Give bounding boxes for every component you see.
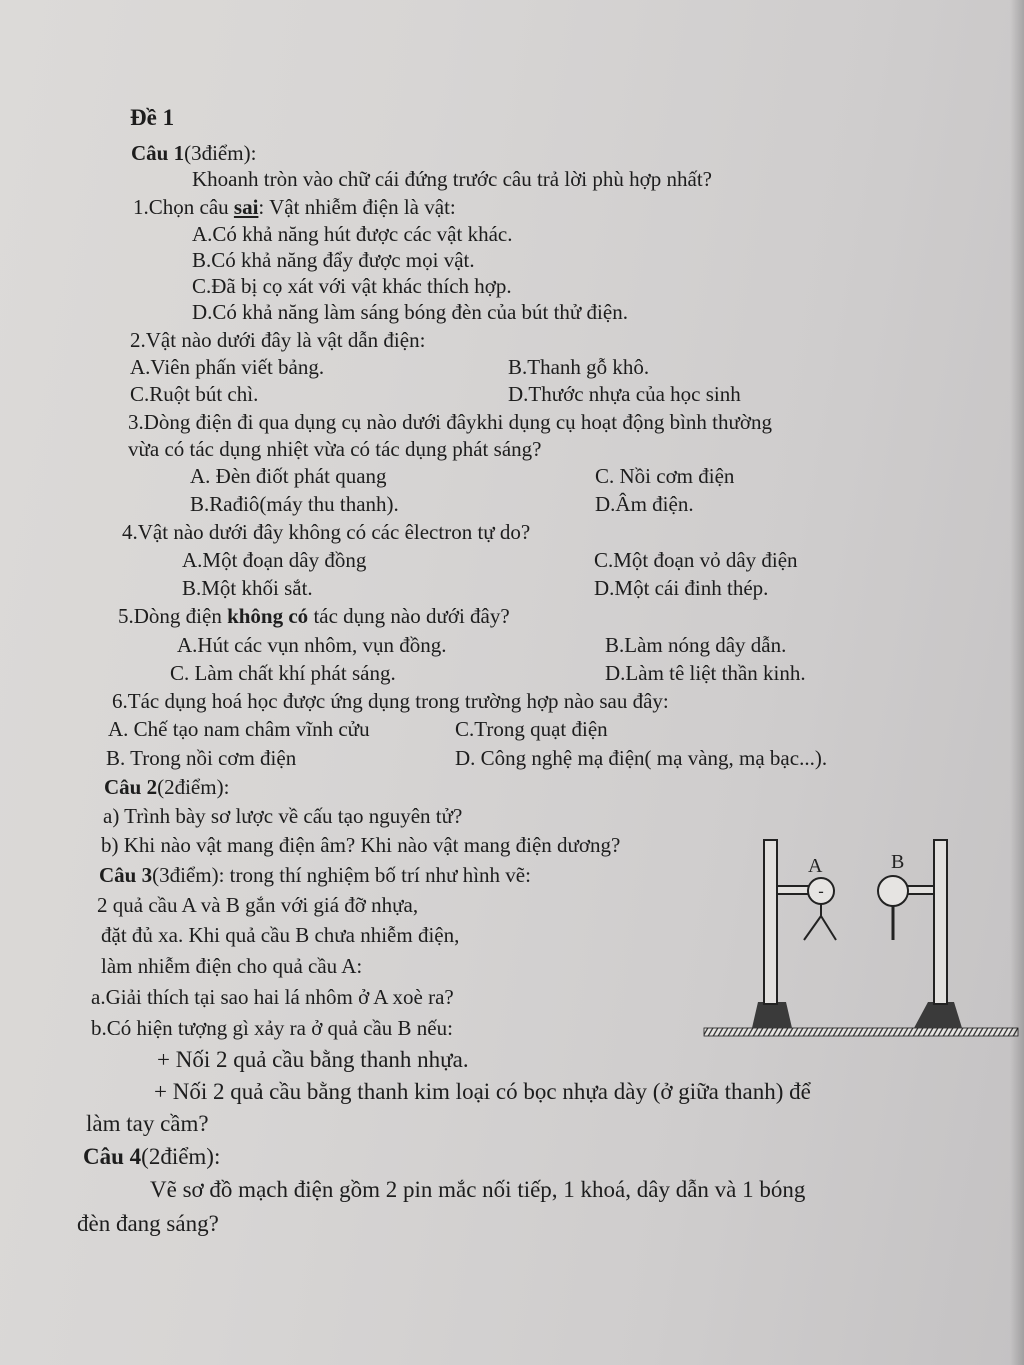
question-2-part-a: a) Trình bày sơ lược về cấu tạo nguyên tử?	[103, 804, 463, 828]
subquestion-1-prefix: 1.Chọn câu	[133, 195, 234, 219]
subquestion-3-option-a: A. Đèn điốt phát quang	[190, 464, 387, 488]
question-3-heading	[99, 862, 531, 888]
question-3-part-a: a.Giải thích tại sao hai lá nhôm ở A xoè ra?	[91, 985, 454, 1009]
subquestion-5-option-c: C. Làm chất khí phát sáng.	[170, 661, 396, 685]
subquestion-5-prefix: 5.Dòng điện	[118, 604, 228, 628]
subquestion-4-option-c: C.Một đoạn vỏ dây điện	[594, 548, 798, 572]
question-1-heading	[131, 140, 256, 166]
subquestion-2-option-b: B.Thanh gỗ khô.	[508, 355, 650, 379]
sphere-a-charge: -	[818, 882, 824, 901]
subquestion-3-line-1: 3.Dòng điện đi qua dụng cụ nào dưới đâykhi dụng cụ hoạt động bình thường	[128, 410, 772, 434]
subquestion-4: 4.Vật nào dưới đây không có các êlectron tự do?	[122, 520, 531, 544]
question-2-label: Câu 2	[104, 775, 158, 799]
subquestion-4-option-a: A.Một đoạn dây đồng	[182, 548, 367, 572]
question-3-line-1: 2 quả cầu A và B gắn với giá đỡ nhựa,	[97, 893, 419, 917]
subquestion-3-option-d: D.Âm điện.	[595, 492, 694, 516]
subquestion-5-option-d: D.Làm tê liệt thần kinh.	[605, 661, 806, 685]
question-2-part-b: b) Khi nào vật mang điện âm? Khi nào vật mang điện dương?	[101, 833, 621, 857]
question-4-points: (2điểm):	[141, 1144, 221, 1169]
subquestion-6-option-a: A. Chế tạo nam châm vĩnh cửu	[108, 717, 370, 741]
exam-title: Đề 1	[130, 105, 175, 130]
subquestion-1-suffix: : Vật nhiễm điện là vật:	[258, 195, 456, 219]
subquestion-2-option-d: D.Thước nhựa của học sinh	[508, 382, 741, 406]
subquestion-1-option-a: A.Có khả năng hút được các vật khác.	[192, 222, 513, 246]
subquestion-5-emphasis: không có	[227, 604, 309, 628]
question-3-case-1: + Nối 2 quả cầu bằng thanh nhựa.	[157, 1047, 469, 1072]
question-1-instruction: Khoanh tròn vào chữ cái đứng trước câu trả lời phù hợp nhất?	[192, 167, 712, 191]
stand-a-pole	[764, 840, 777, 1004]
question-4-heading	[83, 1143, 220, 1171]
question-3-line-3: làm nhiễm điện cho quả cầu A:	[101, 954, 363, 978]
subquestion-2-option-a: A.Viên phấn viết bảng.	[130, 355, 325, 379]
question-3-points: (3điểm): trong thí nghiệm bố trí như hình vẽ:	[152, 863, 531, 887]
table-surface	[704, 1028, 1018, 1036]
subquestion-4-option-d: D.Một cái đinh thép.	[594, 576, 769, 600]
question-3-case-2-line-1: + Nối 2 quả cầu bằng thanh kim loại có bọc nhựa dày (ở giữa thanh) để	[154, 1079, 811, 1104]
question-3-part-b: b.Có hiện tượng gì xảy ra ở quả cầu B nếu:	[91, 1016, 453, 1040]
label-b: B	[891, 851, 905, 873]
subquestion-5-suffix: tác dụng nào dưới đây?	[308, 604, 510, 628]
stand-b-arm	[907, 886, 934, 894]
label-a: A	[808, 855, 823, 877]
question-4-label: Câu 4	[83, 1144, 142, 1169]
subquestion-1	[133, 194, 456, 220]
stand-b-pole	[934, 840, 947, 1004]
stand-a-base	[752, 1002, 792, 1028]
subquestion-5	[118, 603, 510, 629]
question-3-case-2-line-2: làm tay cầm?	[86, 1111, 209, 1136]
subquestion-6-option-c: C.Trong quạt điện	[455, 717, 608, 741]
question-3-line-2: đặt đủ xa. Khi quả cầu B chưa nhiễm điện,	[101, 923, 460, 947]
subquestion-1-option-b: B.Có khả năng đẩy được mọi vật.	[192, 248, 475, 272]
subquestion-6: 6.Tác dụng hoá học được ứng dụng trong trường hợp nào sau đây:	[112, 689, 669, 713]
question-3-label: Câu 3	[99, 863, 153, 887]
stand-b	[907, 840, 962, 1028]
question-2-heading	[104, 774, 229, 800]
subquestion-3-option-c: C. Nồi cơm điện	[595, 464, 735, 488]
subquestion-4-option-b: B.Một khối sắt.	[182, 576, 313, 600]
subquestion-5-option-a: A.Hút các vụn nhôm, vụn đồng.	[177, 633, 447, 657]
sphere-b-ball	[878, 876, 908, 906]
question-4-line-1: Vẽ sơ đồ mạch điện gồm 2 pin mắc nối tiếp, 1 khoá, dây dẫn và 1 bóng	[150, 1177, 806, 1202]
subquestion-1-emphasis: sai	[233, 195, 259, 219]
question-1-label: Câu 1	[131, 141, 185, 165]
subquestion-1-option-d: D.Có khả năng làm sáng bóng đèn của bút thử điện.	[192, 300, 628, 324]
subquestion-6-option-b: B. Trong nồi cơm điện	[106, 746, 297, 770]
stand-b-base	[914, 1002, 962, 1028]
subquestion-6-option-d: D. Công nghệ mạ điện( mạ vàng, mạ bạc...).	[455, 746, 828, 770]
page-edge-shadow	[1010, 0, 1024, 1365]
experiment-figure	[700, 832, 1022, 1044]
sphere-a	[804, 855, 836, 940]
subquestion-1-option-c: C.Đã bị cọ xát với vật khác thích hợp.	[192, 274, 512, 298]
question-2-points: (2điểm):	[157, 775, 230, 799]
aluminium-leaf-right	[821, 916, 836, 940]
aluminium-leaf-left	[804, 916, 821, 940]
subquestion-5-option-b: B.Làm nóng dây dẫn.	[605, 633, 787, 657]
question-4-line-2: đèn đang sáng?	[77, 1211, 219, 1236]
subquestion-3-line-2: vừa có tác dụng nhiệt vừa có tác dụng phát sáng?	[128, 437, 542, 461]
subquestion-2-option-c: C.Ruột bút chì.	[130, 382, 259, 406]
sphere-b	[878, 851, 908, 940]
subquestion-3-option-b: B.Rađiô(máy thu thanh).	[190, 492, 399, 516]
question-1-points: (3điểm):	[184, 141, 257, 165]
subquestion-2: 2.Vật nào dưới đây là vật dẫn điện:	[130, 328, 426, 352]
